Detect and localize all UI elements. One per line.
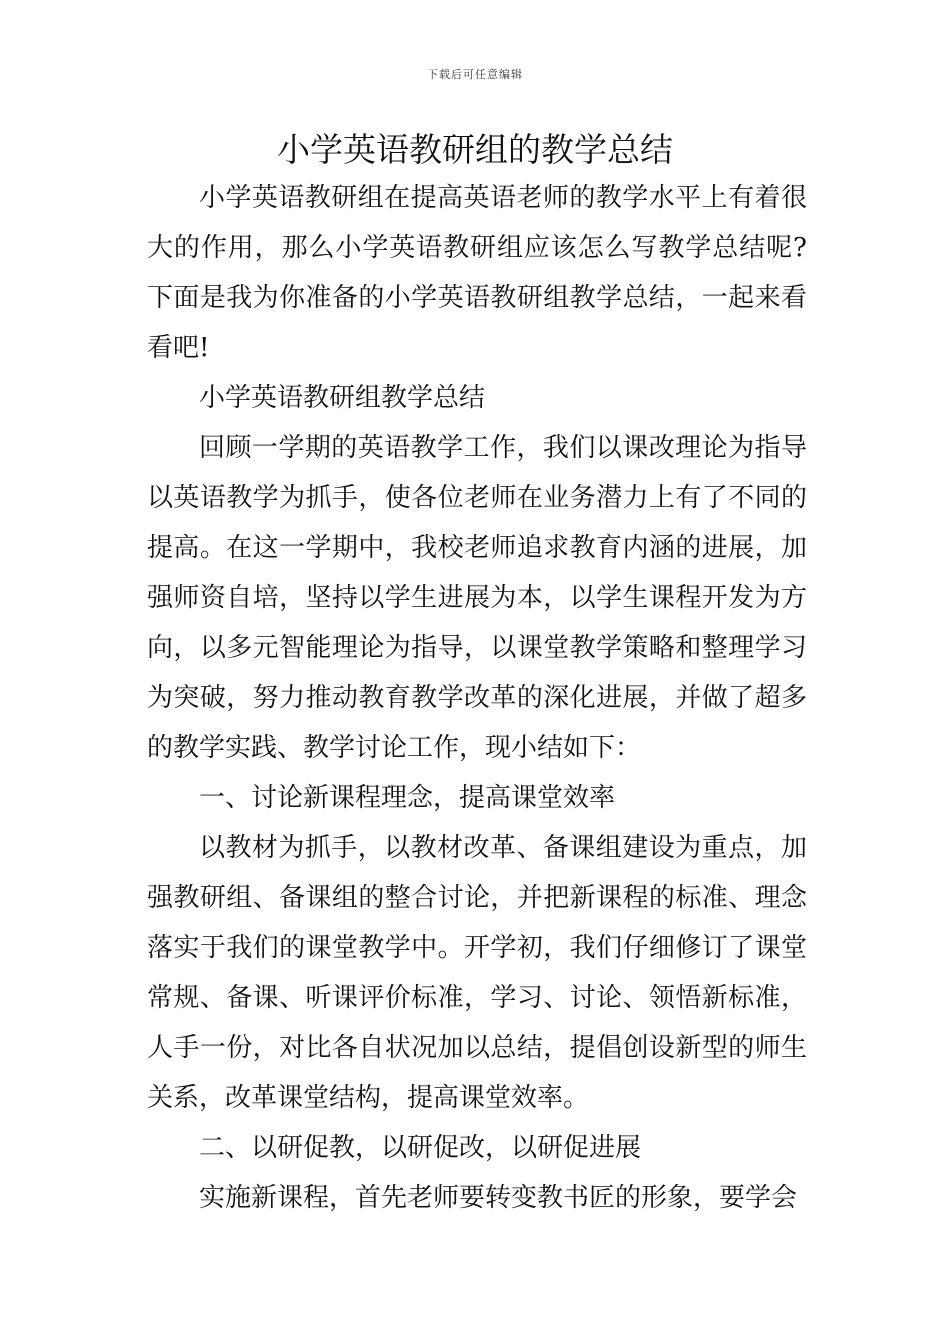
subsection-heading-2: 二、以研促教，以研促改，以研促进展 (199, 1133, 642, 1163)
body-paragraph: 回顾一学期的英语教学工作，我们以课改理论为指导以英语教学为抓手，使各位老师在业务潜力上有了不同的提高。在这一学期中，我校老师追求教育内涵的进展，加强师资自培，坚持以学生进展为本，以学生课程开发为方向，以多元智能理论为指导，以课堂教学策略和整理学习为突破，努力推动教育教学改革的深化进展，并做了超多的教学实践、教学讨论工作，现小结如下： (147, 433, 807, 763)
header-note: 下载后可任意编辑 (427, 68, 523, 81)
intro-paragraph: 小学英语教研组在提高英语老师的教学水平上有着很大的作用，那么小学英语教研组应该怎么写教学总结呢?下面是我为你准备的小学英语教研组教学总结，一起来看看吧! (147, 183, 807, 363)
document-title: 小学英语教研组的教学总结 (277, 130, 673, 169)
document-body (147, 173, 807, 1223)
section-heading: 小学英语教研组教学总结 (199, 383, 486, 413)
subsection-heading-1: 一、讨论新课程理念，提高课堂效率 (199, 783, 616, 813)
body-paragraph: 实施新课程，首先老师要转变教书匠的形象，要学会 (199, 1183, 798, 1213)
body-paragraph: 以教材为抓手，以教材改革、备课组建设为重点，加强教研组、备课组的整合讨论，并把新课程的标准、理念落实于我们的课堂教学中。开学初，我们仔细修订了课堂常规、备课、听课评价标准，学习、讨论、领悟新标准，人手一份，对比各自状况加以总结，提倡创设新型的师生关系，改革课堂结构，提高课堂效率。 (147, 833, 807, 1113)
